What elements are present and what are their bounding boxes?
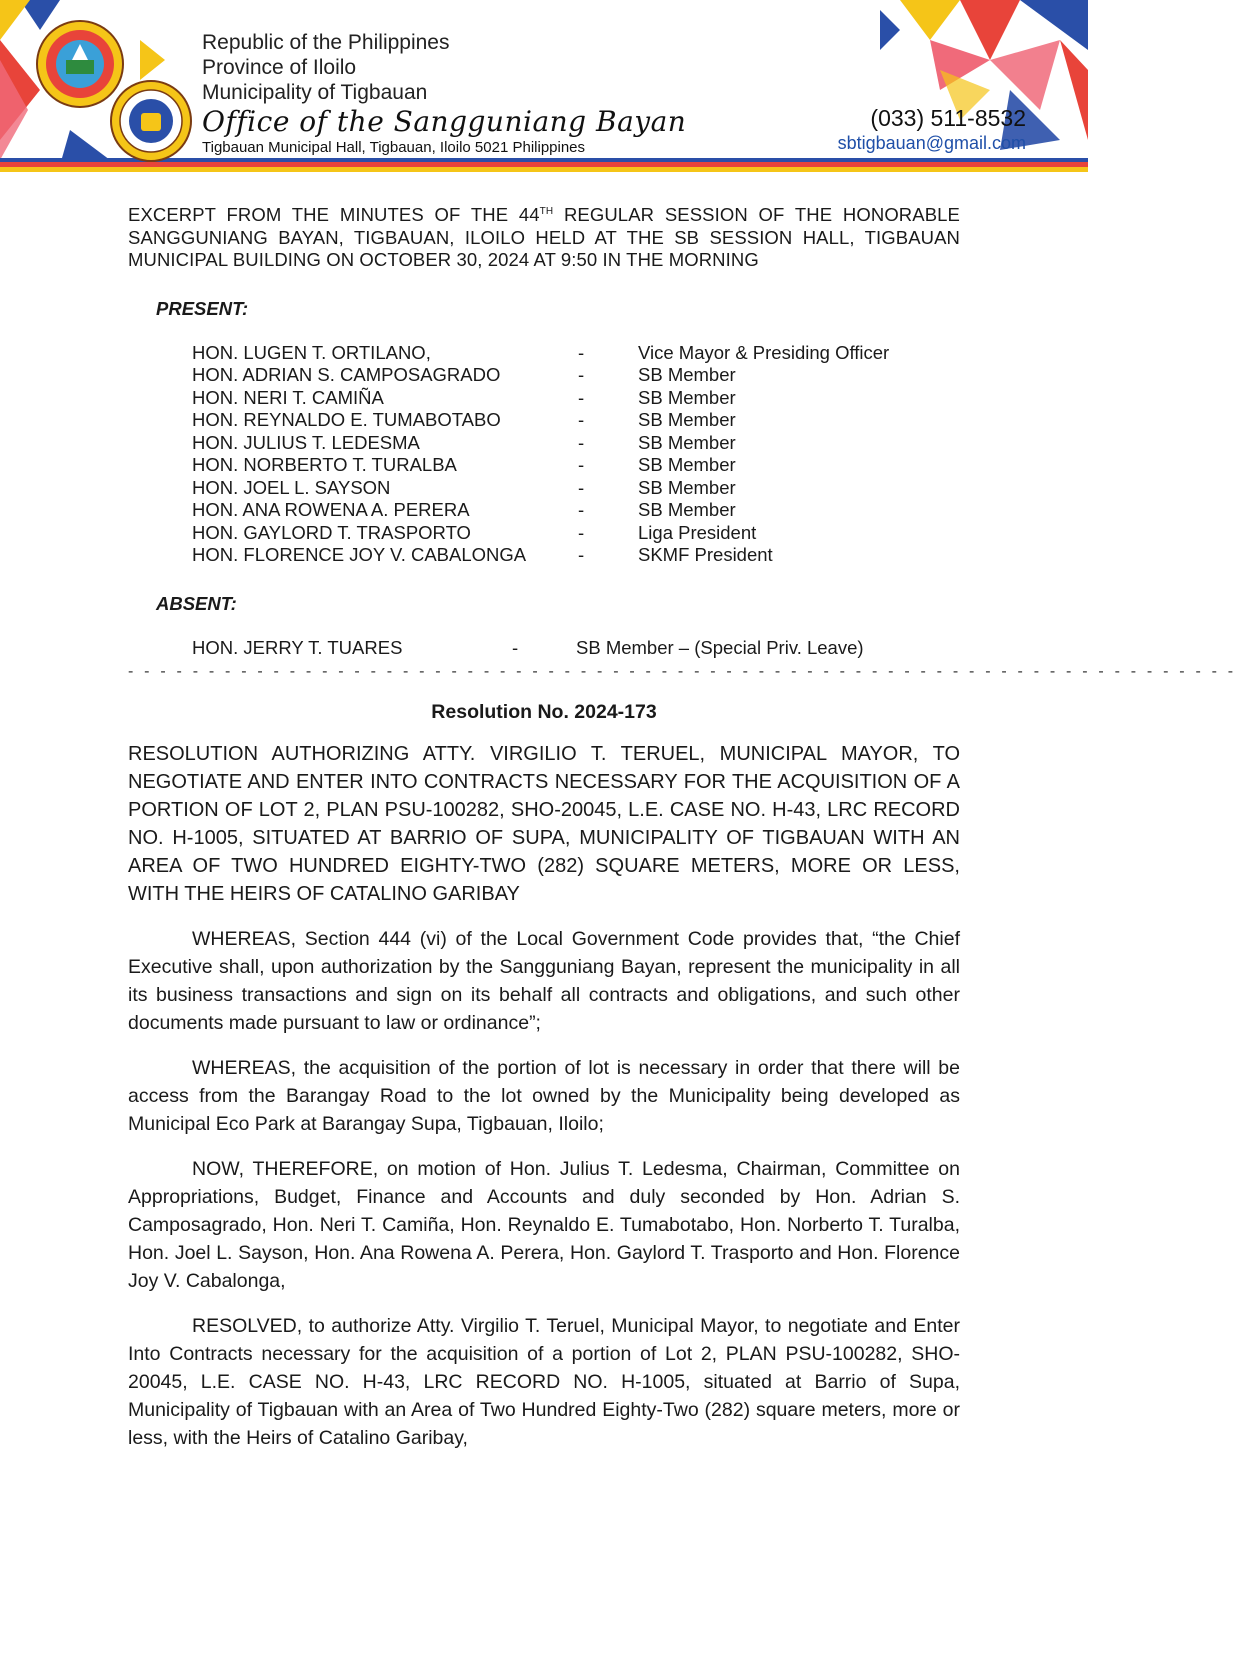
member-dash: - [578,431,585,453]
now-therefore-paragraph: NOW, THEREFORE, on motion of Hon. Julius T. Ledesma, Chairman, Committee on Appropriations, Budget, Finance and Accounts and duly seconded by Hon. Adrian S. Camposagrado, Hon. Neri T. Camiña, Hon. Reynaldo E. Tumabotabo, Hon. Norberto T. Turalba, Hon. Joel L. Sayson, Hon. Ana Rowena A. Perera, Hon. Gaylord T. Trasporto and Hon. Florence Joy V. Cabalonga, [128,1158,960,1292]
member-name: HON. NERI T. CAMIÑA [192,386,384,408]
absent-member-position: SB Member – (Special Priv. Leave) [576,636,864,658]
member-dash: - [578,521,585,543]
member-dash: - [578,364,585,385]
member-dash: - [578,476,585,498]
member-dash: - [578,544,585,565]
member-name: HON. ADRIAN S. CAMPOSAGRADO [192,364,501,385]
roster-row [192,432,960,455]
absent-row [192,637,960,660]
minutes-excerpt-heading [128,204,960,272]
office-name: Office of the Sangguniang Bayan [202,105,687,138]
member-name: HON. REYNALDO E. TUMABOTABO [192,409,501,430]
municipality-name: Municipality of Tigbauan [202,81,428,104]
letterhead-text [202,30,686,157]
member-name: HON. LUGEN T. ORTILANO, [192,341,431,363]
member-name: HON. NORBERTO T. TURALBA [192,454,457,475]
letterhead [0,0,1088,176]
roster-row [192,454,960,477]
member-name: HON. JULIUS T. LEDESMA [192,431,420,453]
absent-member-name: HON. JERRY T. TUARES [192,636,403,658]
section-divider: - - - - - - - - - - - - - - - - - - - - - - - - - - - - - - - - - - - - - - - - - - - - - - - - - - - - - - - - - - - - - - - - - - - - - [128,663,1236,680]
resolved-paragraph: RESOLVED, to authorize Atty. Virgilio T. Teruel, Municipal Mayor, to negotiate and Enter Into Contracts necessary for the acquisition of a portion of Lot 2, PLAN PSU-100282, SHO-20045, L.E. CASE NO. H-43, LRC RECORD NO. H-1005, situated at Barrio of Supa, Municipality of Tigbauan with an Area of Two Hundred Eighty-Two (282) square meters, more or less, with the Heirs of Catalino Garibay, [128,1315,960,1449]
municipality-seal [36,20,124,108]
email-address: sbtigbauan@gmail.com [837,133,1026,153]
absent-label: ABSENT: [156,592,237,614]
member-name: HON. JOEL L. SAYSON [192,476,391,498]
member-position: SB Member [638,386,736,408]
roster-row [192,409,960,432]
member-position: SB Member [638,409,736,430]
roster-row [192,364,960,387]
present-roster [192,342,960,567]
roster-row [192,342,960,365]
member-position: SB Member [638,454,736,475]
country-name: Republic of the Philippines [202,31,450,54]
roster-row [192,387,960,410]
roster-row [192,544,960,567]
province-name: Province of Iloilo [202,56,357,79]
present-label: PRESENT: [156,297,249,319]
absent-member-dash: - [512,636,519,658]
whereas-paragraph-2: WHEREAS, the acquisition of the portion of lot is necessary in order that there will be access from the Barangay Road to the lot owned by the Municipality being developed as Municipal Eco Park at Barangay Supa, Tigbauan, Iloilo; [128,1057,960,1135]
member-position: Vice Mayor & Presiding Officer [638,341,890,363]
member-name: HON. FLORENCE JOY V. CABALONGA [192,544,527,565]
member-position: Liga President [638,521,757,543]
member-position: SKMF President [638,544,773,565]
resolution-number: Resolution No. 2024-173 [431,701,657,723]
member-position: SB Member [638,499,736,520]
member-position: SB Member [638,431,736,453]
office-address: Tigbauan Municipal Hall, Tigbauan, Iloilo 5021 Philippines [202,139,586,156]
member-dash: - [578,454,585,475]
roster-row [192,477,960,500]
whereas-paragraph-1: WHEREAS, Section 444 (vi) of the Local Government Code provides that, “the Chief Executive shall, upon authorization by the Sangguniang Bayan, represent the municipality in all its business transactions and sign on its behalf all contracts and obligations, and such other documents made pursuant to law or ordinance”; [128,928,960,1034]
member-dash: - [578,341,585,363]
member-name: HON. GAYLORD T. TRASPORTO [192,521,471,543]
roster-row [192,522,960,545]
member-dash: - [578,386,585,408]
roster-row [192,499,960,522]
member-name: HON. ANA ROWENA A. PERERA [192,499,470,520]
excerpt-part-2: REGULAR SESSION OF THE HONORABLE SANGGUNIANG BAYAN, TIGBAUAN, ILOILO HELD AT THE SB SESSION HALL, TIGBAUAN MUNICIPAL BUILDING ON OCTOBER 30, 2024 AT 9:50 IN THE MORNING [128,204,960,270]
ordinal-suffix: TH [539,205,554,217]
document-body [128,204,1236,1452]
member-dash: - [578,499,585,520]
member-position: SB Member [638,364,736,385]
excerpt-part-1: EXCERPT FROM THE MINUTES OF THE 44 [128,204,540,225]
sangguniang-bayan-seal [110,80,192,162]
resolution-title: RESOLUTION AUTHORIZING ATTY. VIRGILIO T. TERUEL, MUNICIPAL MAYOR, TO NEGOTIATE AND ENTER INTO CONTRACTS NECESSARY FOR THE ACQUISITION OF A PORTION OF LOT 2, PLAN PSU-100282, SHO-20045, L.E. CASE NO. H-43, LRC RECORD NO. H-1005, SITUATED AT BARRIO OF SUPA, MUNICIPALITY OF TIGBAUAN WITH AN AREA OF TWO HUNDRED EIGHTY-TWO (282) SQUARE METERS, MORE OR LESS, WITH THE HEIRS OF CATALINO GARIBAY [128,743,960,905]
member-position: SB Member [638,476,736,498]
member-dash: - [578,409,585,430]
phone-number: (033) 511-8532 [870,105,1026,131]
contact-info [838,104,1026,154]
